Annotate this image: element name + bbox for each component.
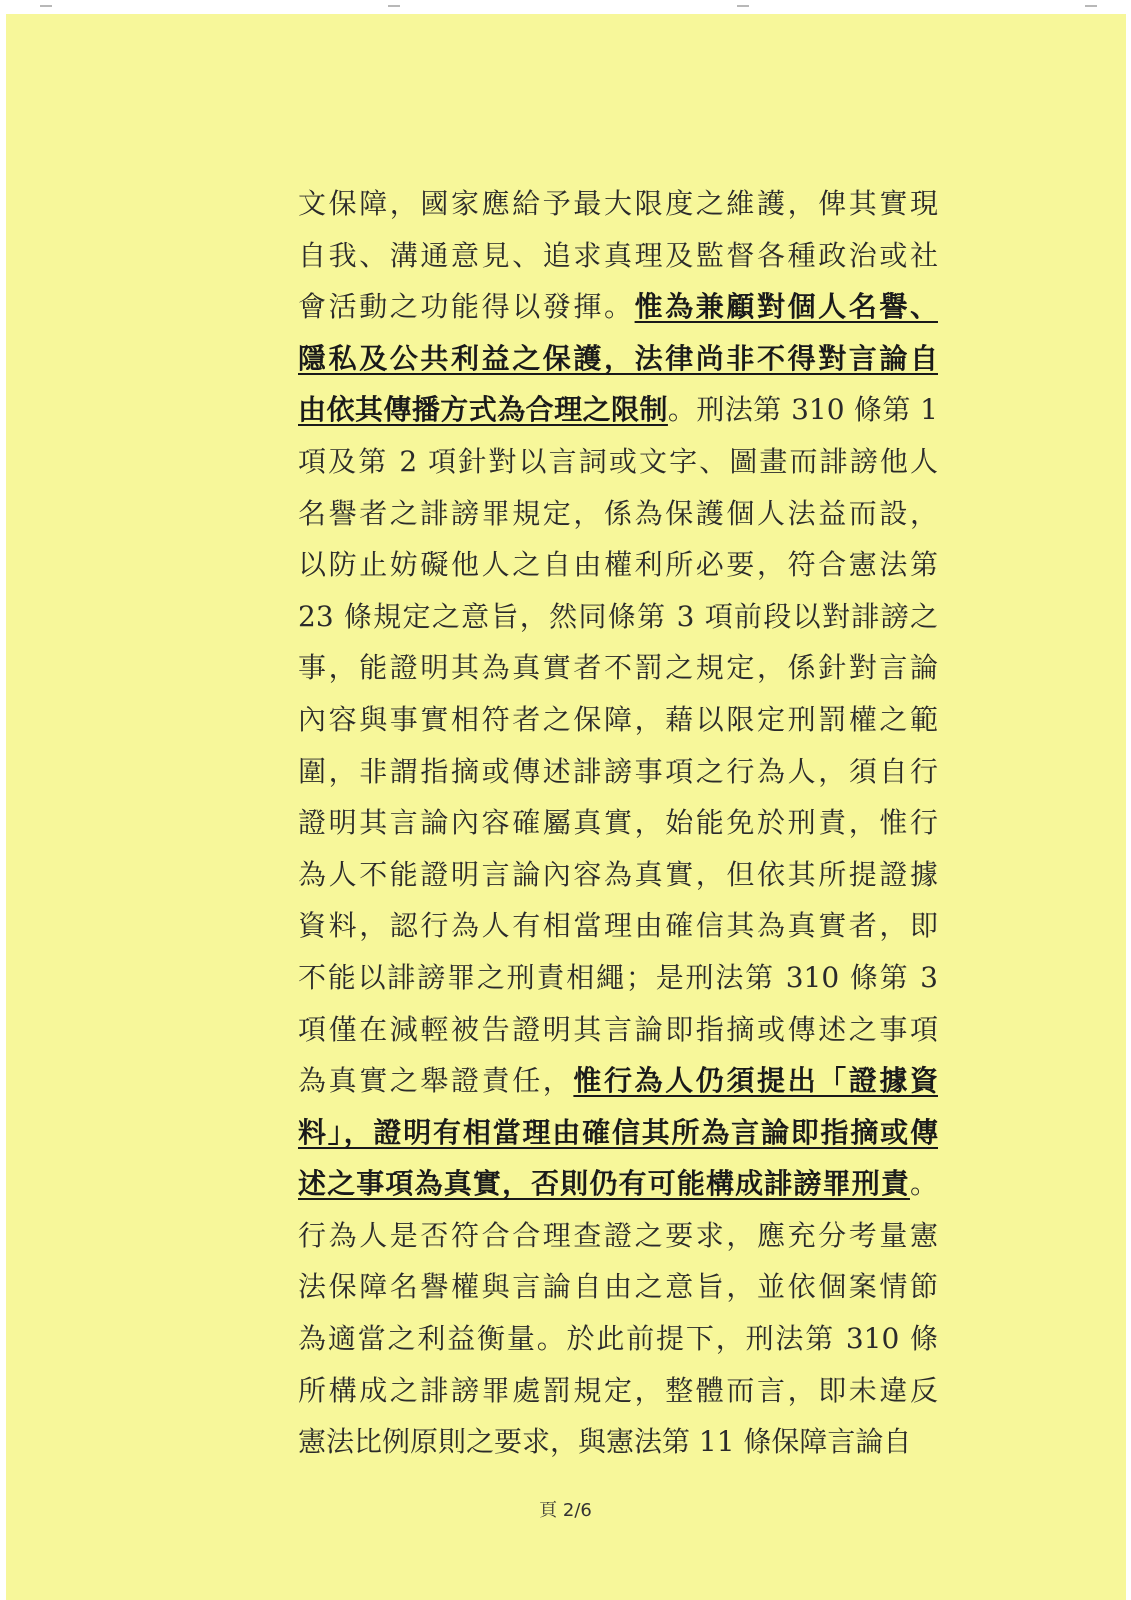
emphasized-text: 述之事項為真實，否則仍有可能構成誹謗罪刑責 — [298, 1167, 910, 1201]
text-line — [298, 1055, 938, 1107]
text-line: 以防止妨礙他人之自由權利所必要，符合憲法第 — [298, 548, 938, 582]
page-number: 頁 2/6 — [539, 1500, 592, 1521]
emphasized-text: 隱私及公共利益之保護，法律尚非不得對言論自 — [298, 341, 938, 375]
scan-mark — [40, 5, 52, 7]
text-line: 文保障，國家應給予最大限度之維護，俾其實現 — [298, 187, 938, 220]
text-line: 證明其言論內容確屬真實，始能免於刑責，惟行 — [298, 806, 938, 840]
text-line: 法保障名譽權與言論自由之意旨，並依個案情節 — [298, 1270, 938, 1304]
text-line — [298, 281, 938, 333]
text-line: 行為人是否符合合理查證之要求，應充分考量憲 — [298, 1218, 938, 1252]
text-segment: 會活動之功能得以發揮。 — [298, 290, 635, 324]
scan-margin — [0, 0, 1131, 14]
text-segment: 。 — [909, 1167, 938, 1201]
text-line: 憲法比例原則之要求，與憲法第 11 條保障言論自 — [298, 1425, 912, 1459]
scan-mark — [737, 5, 749, 7]
emphasized-text: 惟為兼顧對個人名譽、 — [634, 290, 938, 324]
text-line: 項及第 2 項針對以言詞或文字、圖畫而誹謗他人 — [298, 444, 938, 478]
text-line: 23 條規定之意旨，然同條第 3 項前段以對誹謗之 — [298, 599, 938, 633]
text-line: 不能以誹謗罪之刑責相繩；是刑法第 310 條第 3 — [298, 960, 938, 994]
scan-mark — [388, 5, 400, 7]
text-line: 名譽者之誹謗罪規定，係為保護個人法益而設， — [298, 496, 938, 530]
body-text — [298, 178, 938, 1468]
text-line: 圍，非謂指摘或傳述誹謗事項之行為人，須自行 — [298, 754, 938, 788]
text-line — [298, 1158, 938, 1210]
text-line: 為適當之利益衡量。於此前提下，刑法第 310 條 — [298, 1322, 938, 1356]
text-line: 為人不能證明言論內容為真實，但依其所提證據 — [298, 857, 938, 891]
text-line — [298, 333, 938, 385]
text-segment: 。刑法第 310 條第 1 — [667, 393, 938, 427]
text-line: 資料，認行為人有相當理由確信其為真實者，即 — [298, 909, 938, 943]
text-line: 項僅在減輕被告證明其言論即指摘或傳述之事項 — [298, 1012, 938, 1046]
text-line — [298, 1107, 938, 1159]
text-line: 內容與事實相符者之保障，藉以限定刑罰權之範 — [298, 702, 938, 736]
emphasized-text: 由依其傳播方式為合理之限制 — [298, 393, 668, 427]
text-line: 事，能證明其為真實者不罰之規定，係針對言論 — [298, 651, 938, 685]
scan-mark — [1085, 5, 1097, 7]
emphasized-text: 料」，證明有相當理由確信其所為言論即指摘或傳 — [298, 1115, 938, 1149]
text-segment: 為真實之舉證責任， — [298, 1064, 574, 1098]
text-line: 所構成之誹謗罪處罰規定，整體而言，即未違反 — [298, 1373, 938, 1407]
emphasized-text: 惟行為人仍須提出「證據資 — [573, 1064, 938, 1098]
text-line — [298, 384, 938, 436]
text-line: 自我、溝通意見、追求真理及監督各種政治或社 — [298, 238, 938, 272]
